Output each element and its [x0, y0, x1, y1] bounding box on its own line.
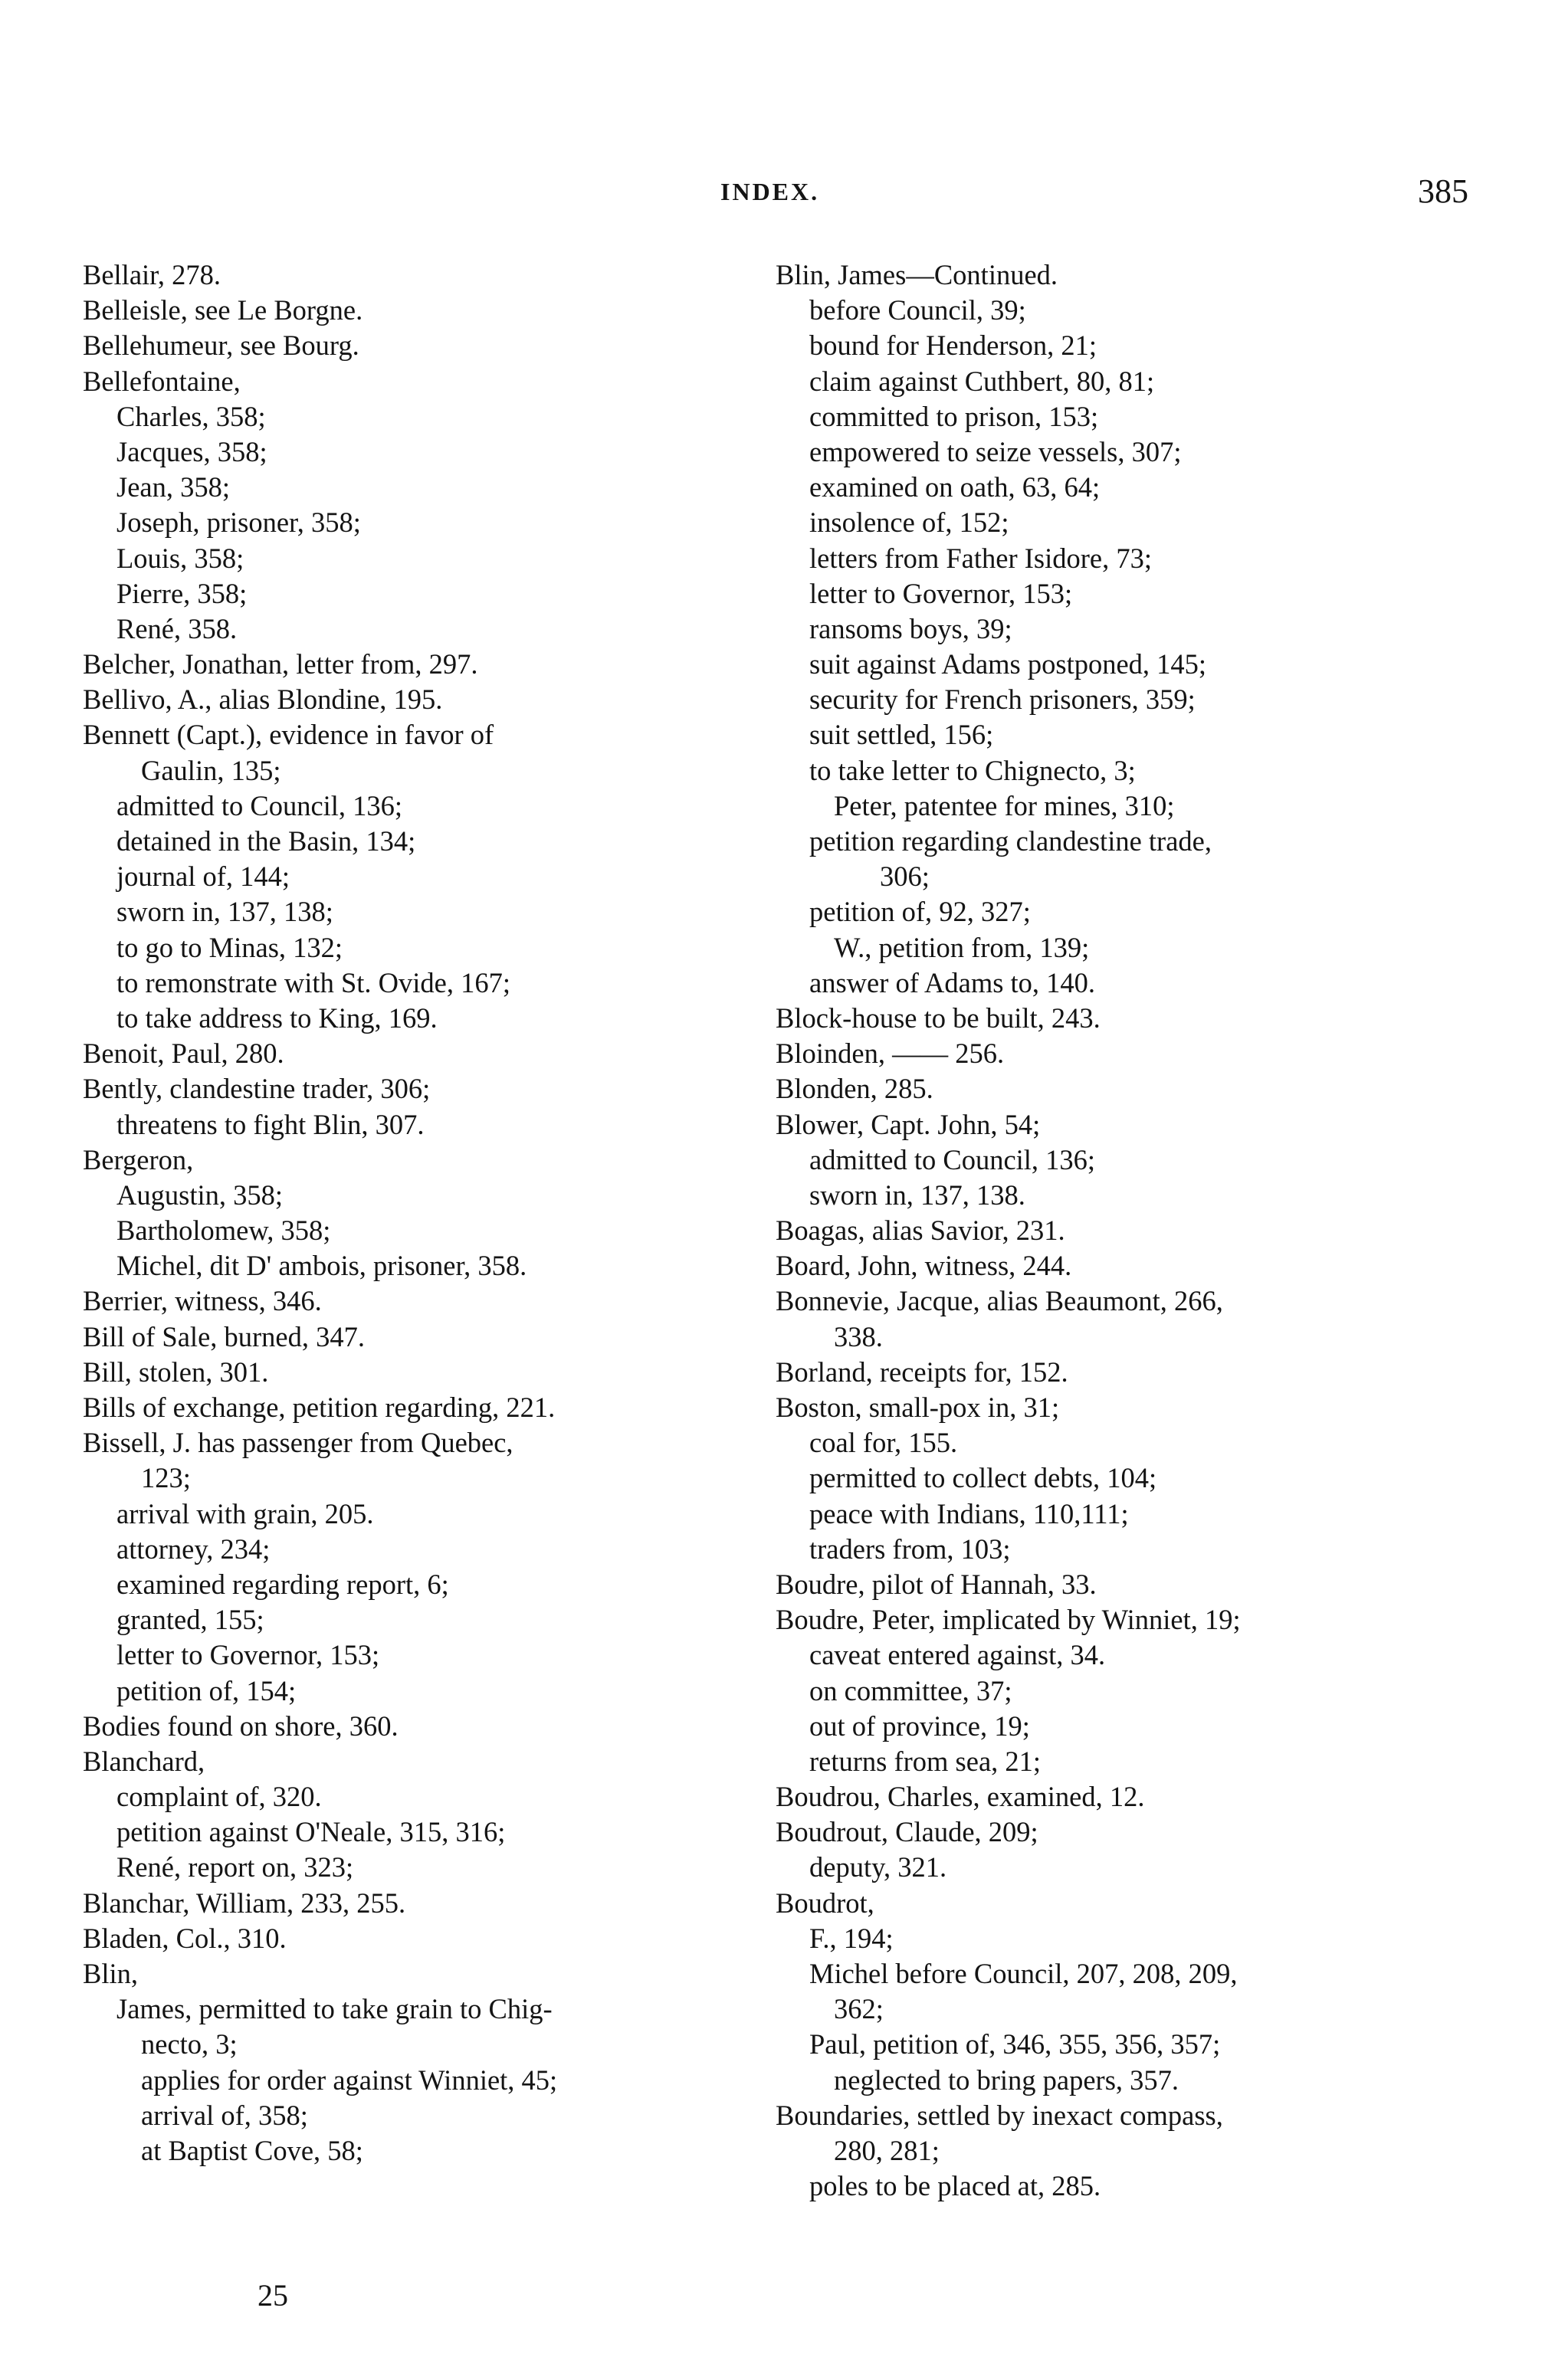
index-entry: committed to prison, 153; [809, 400, 1099, 432]
index-entry: granted, 155; [116, 1604, 264, 1636]
index-entry: admitted to Council, 136; [809, 1143, 1096, 1175]
index-entry: Bellivo, A., alias Blondine, 195. [83, 684, 443, 716]
index-entry: 338. [834, 1320, 883, 1352]
index-entry: letter to Governor, 153; [116, 1639, 380, 1671]
index-entry: sworn in, 137, 138. [809, 1179, 1025, 1211]
index-entry: threatens to fight Blin, 307. [116, 1108, 425, 1140]
index-entry: Augustin, 358; [116, 1179, 283, 1211]
index-entry: Boudre, Peter, implicated by Winniet, 19; [776, 1604, 1241, 1636]
index-entry: Boudrot, [776, 1887, 874, 1919]
index-entry: necto, 3; [141, 2028, 238, 2060]
index-entry: claim against Cuthbert, 80, 81; [809, 365, 1155, 397]
index-entry: Bill of Sale, burned, 347. [83, 1320, 365, 1352]
index-entry: journal of, 144; [116, 861, 290, 893]
index-entry: complaint of, 320. [116, 1781, 322, 1813]
index-entry: Boundaries, settled by inexact compass, [776, 2099, 1223, 2131]
index-entry: Bills of exchange, petition regarding, 221. [83, 1392, 556, 1423]
index-entry: Michel before Council, 207, 208, 209, [809, 1958, 1238, 1989]
index-entry: Boudre, pilot of Hannah, 33. [776, 1568, 1097, 1600]
index-entry: Bill, stolen, 301. [83, 1356, 269, 1388]
page-header [0, 172, 1555, 224]
index-entry: arrival with grain, 205. [116, 1497, 374, 1529]
index-entry: 362; [834, 1993, 884, 2025]
index-entry: Bently, clandestine trader, 306; [83, 1073, 431, 1105]
index-entry: at Baptist Cove, 58; [141, 2134, 363, 2166]
index-entry: petition against O'Neale, 315, 316; [116, 1816, 506, 1848]
index-entry: detained in the Basin, 134; [116, 825, 416, 857]
index-entry: René, 358. [116, 612, 238, 644]
index-entry: 280, 281; [834, 2134, 940, 2166]
index-entry: to take address to King, 169. [116, 1002, 438, 1034]
index-entry: Pierre, 358; [116, 577, 248, 609]
index-entry: Bonnevie, Jacque, alias Beaumont, 266, [776, 1285, 1223, 1317]
index-entry: James, permitted to take grain to Chig- [116, 1993, 553, 2025]
index-entry: deputy, 321. [809, 1851, 947, 1883]
index-entry: 123; [141, 1462, 191, 1494]
index-entry: Boagas, alias Savior, 231. [776, 1215, 1065, 1247]
index-entry: Peter, patentee for mines, 310; [834, 789, 1175, 821]
index-entry: petition of, 154; [116, 1674, 297, 1706]
index-entry: to go to Minas, 132; [116, 931, 343, 963]
index-entry: Blanchar, William, 233, 255. [83, 1887, 406, 1919]
index-entry: suit settled, 156; [809, 719, 994, 751]
index-entry: Charles, 358; [116, 400, 266, 432]
index-entry: Belcher, Jonathan, letter from, 297. [83, 648, 478, 680]
index-entry: applies for order against Winniet, 45; [141, 2064, 558, 2096]
index-entry: Bellair, 278. [83, 259, 221, 290]
index-entry: insolence of, 152; [809, 506, 1009, 539]
index-entry: answer of Adams to, 140. [809, 966, 1096, 998]
index-entry: suit against Adams postponed, 145; [809, 648, 1207, 680]
index-entry: Bergeron, [83, 1143, 194, 1175]
index-entry: Paul, petition of, 346, 355, 356, 357; [809, 2028, 1221, 2060]
index-entry: coal for, 155. [809, 1427, 958, 1459]
index-entry: ransoms boys, 39; [809, 612, 1012, 644]
index-entry: Blanchard, [83, 1745, 205, 1777]
index-entry: Bissell, J. has passenger from Quebec, [83, 1427, 513, 1459]
index-entry: peace with Indians, 110,111; [809, 1497, 1129, 1529]
index-entry: security for French prisoners, 359; [809, 684, 1196, 716]
index-entry: Boudrou, Charles, examined, 12. [776, 1781, 1145, 1813]
index-entry: admitted to Council, 136; [116, 789, 403, 821]
index-entry: Blower, Capt. John, 54; [776, 1108, 1041, 1140]
index-entry: Gaulin, 135; [141, 754, 281, 786]
index-entry: Bellefontaine, [83, 365, 241, 397]
index-entry: empowered to seize vessels, 307; [809, 435, 1182, 467]
index-entry: Louis, 358; [116, 542, 244, 574]
index-entry: Block-house to be built, 243. [776, 1002, 1101, 1034]
index-entry: Blonden, 285. [776, 1073, 933, 1105]
index-entry: Bladen, Col., 310. [83, 1922, 287, 1954]
index-entry: Bartholomew, 358; [116, 1215, 331, 1247]
index-entry: examined regarding report, 6; [116, 1568, 449, 1600]
index-entry: petition of, 92, 327; [809, 896, 1031, 928]
running-head: INDEX. [720, 178, 820, 205]
index-entry: letter to Governor, 153; [809, 577, 1073, 609]
index-entry: sworn in, 137, 138; [116, 896, 333, 928]
index-entry: to remonstrate with St. Ovide, 167; [116, 966, 510, 998]
index-entry: caveat entered against, 34. [809, 1639, 1106, 1671]
index-entry: out of province, 19; [809, 1710, 1030, 1742]
signature-mark: 25 [258, 2278, 288, 2313]
index-entry: Bodies found on shore, 360. [83, 1710, 399, 1742]
index-entry: 306; [880, 861, 930, 893]
index-entry: W., petition from, 139; [834, 931, 1090, 963]
index-entry: Board, John, witness, 244. [776, 1250, 1072, 1282]
index-entry: Belleisle, see Le Borgne. [83, 294, 363, 326]
index-entry: Boston, small-pox in, 31; [776, 1392, 1060, 1423]
index-entry: Bennett (Capt.), evidence in favor of [83, 719, 494, 751]
index-entry: to take letter to Chignecto, 3; [809, 754, 1136, 786]
index-entry: Bellehumeur, see Bourg. [83, 329, 359, 362]
index-entry: before Council, 39; [809, 294, 1026, 326]
index-column-right [776, 257, 1473, 2204]
page-number: 385 [1418, 172, 1468, 210]
index-entry: on committee, 37; [809, 1674, 1012, 1706]
index-entry: attorney, 234; [116, 1533, 271, 1565]
index-entry: Bloinden, —— 256. [776, 1038, 1005, 1070]
index-entry: arrival of, 358; [141, 2099, 308, 2131]
index-entry: poles to be placed at, 285. [809, 2170, 1101, 2202]
index-entry: Jacques, 358; [116, 435, 267, 467]
index-entry: returns from sea, 21; [809, 1745, 1042, 1777]
index-entry: petition regarding clandestine trade, [809, 825, 1212, 857]
index-entry: Blin, [83, 1958, 139, 1989]
index-entry: bound for Henderson, 21; [809, 329, 1097, 362]
index-entry: traders from, 103; [809, 1533, 1011, 1565]
index-entry: Benoit, Paul, 280. [83, 1038, 284, 1070]
index-entry: Boudrout, Claude, 209; [776, 1816, 1038, 1848]
index-entry: Michel, dit D' ambois, prisoner, 358. [116, 1250, 527, 1282]
index-entry: Joseph, prisoner, 358; [116, 506, 361, 539]
index-entry: Jean, 358; [116, 471, 230, 503]
index-entry: Borland, receipts for, 152. [776, 1356, 1068, 1388]
index-entry: neglected to bring papers, 357. [834, 2064, 1179, 2096]
index-entry: Blin, James—Continued. [776, 259, 1058, 290]
index-entry: F., 194; [809, 1922, 894, 1954]
index-entry: examined on oath, 63, 64; [809, 471, 1101, 503]
index-entry: letters from Father Isidore, 73; [809, 542, 1153, 574]
index-entry: Berrier, witness, 346. [83, 1285, 322, 1317]
index-entry: René, report on, 323; [116, 1851, 354, 1883]
index-entry: permitted to collect debts, 104; [809, 1462, 1157, 1494]
index-column-left [83, 257, 765, 2169]
